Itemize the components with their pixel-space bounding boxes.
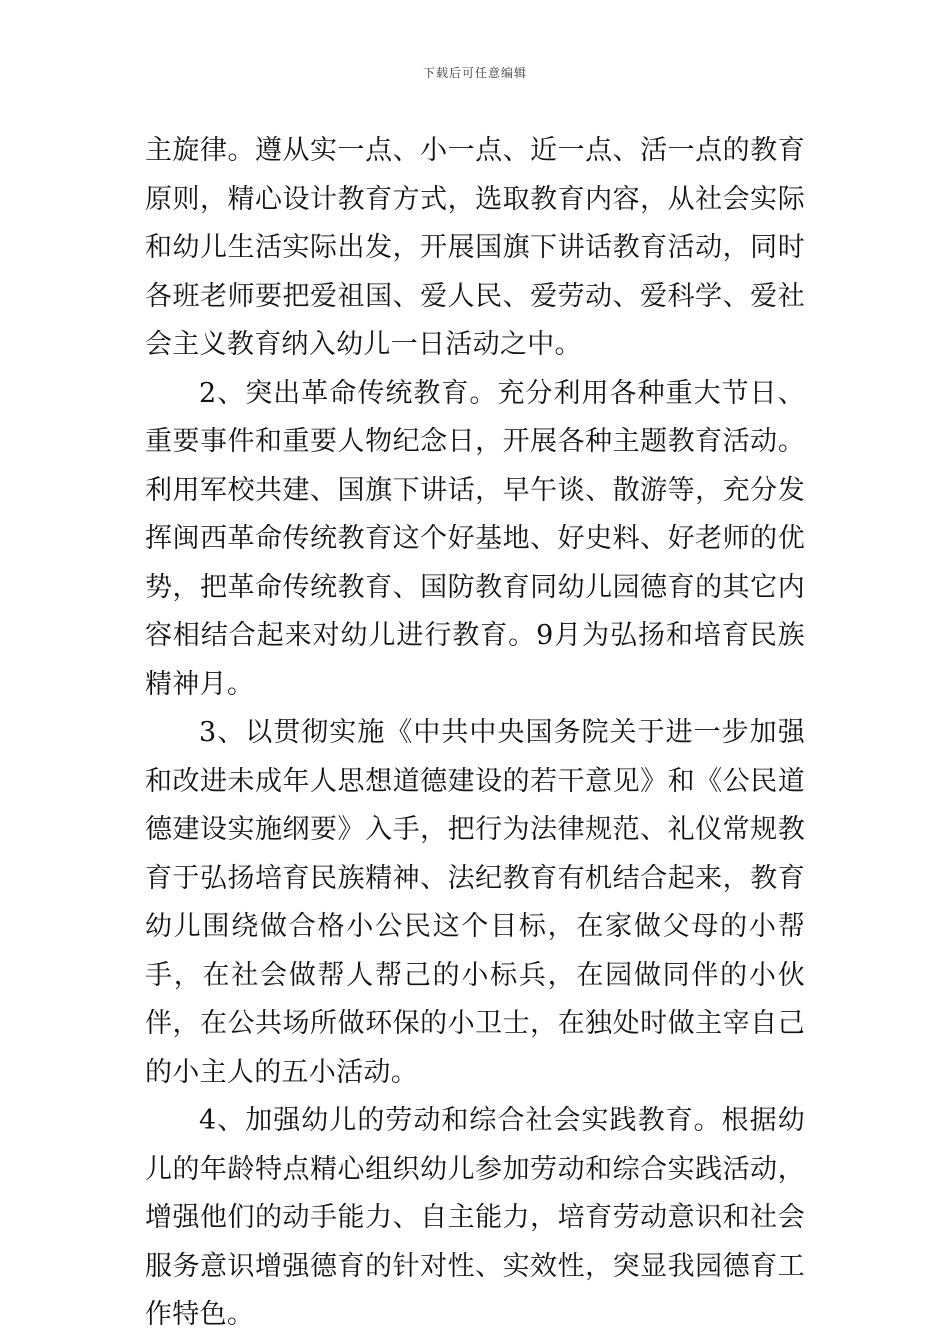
paragraph-item-3: 3、以贯彻实施《中共中央国务院关于进一步加强和改进未成年人思想道德建设的若干意见》和《公民道德建设实施纲要》入手，把行为法律规范、礼仪常规教育于弘扬培育民族精神、法纪教育有机结合起来，教育幼儿围绕做合格小公民这个目标，在家做父母的小帮手，在社会做帮人帮己的小标兵，在园做同伴的小伙伴，在公共场所做环保的小卫士，在独处时做主宰自己的小主人的五小活动。	[145, 717, 805, 1088]
paragraph-continuation: 主旋律。遵从实一点、小一点、近一点、活一点的教育原则，精心设计教育方式，选取教育内容，从社会实际和幼儿生活实际出发，开展国旗下讲话教育活动，同时各班老师要把爱祖国、爱人民、爱劳动、爱科学、爱社会主义教育纳入幼儿一日活动之中。	[145, 135, 805, 360]
paragraph-item-4: 4、加强幼儿的劳动和综合社会实践教育。根据幼儿的年龄特点精心组织幼儿参加劳动和综合实践活动，增强他们的动手能力、自主能力，培育劳动意识和社会服务意识增强德育的针对性、实效性，突显我园德育工作特色。	[145, 1105, 805, 1330]
document-body	[145, 127, 805, 1340]
page-header: 下载后可任意编辑	[422, 66, 527, 80]
paragraph-item-2: 2、突出革命传统教育。充分利用各种重大节日、重要事件和重要人物纪念日，开展各种主题教育活动。利用军校共建、国旗下讲话，早午谈、散游等，充分发挥闽西革命传统教育这个好基地、好史料、好老师的优势，把革命传统教育、国防教育同幼儿园德育的其它内容相结合起来对幼儿进行教育。9月为弘扬和培育民族精神月。	[145, 377, 805, 700]
